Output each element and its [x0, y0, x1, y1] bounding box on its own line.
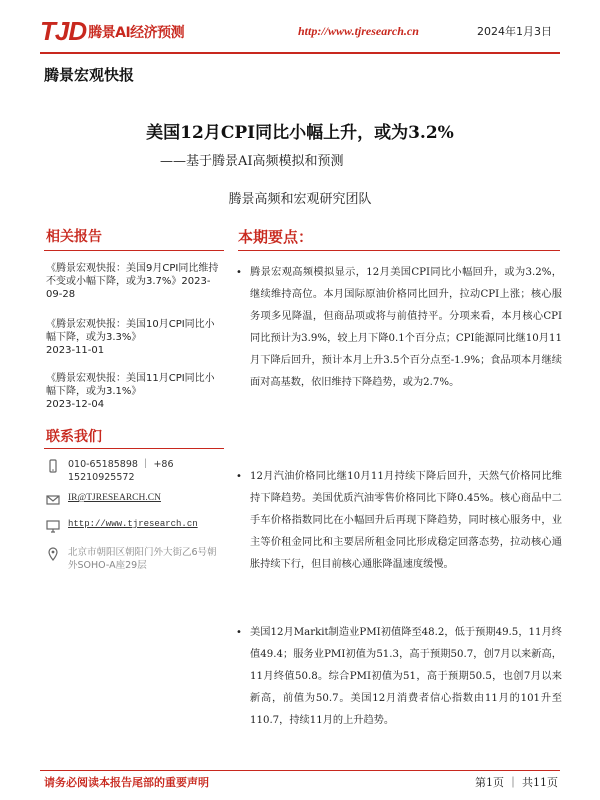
key-point-text: 腾景宏观高频模拟显示，12月美国CPI同比小幅回升，或为3.2%，继续维持高位。本月国际原油价格同比回升，拉动CPI上涨；核心服务项多见降温，但商品项或将与前值持平。分项来看，本月核心CPI同比预计为3.9%，较上月下降0.1个百分点；CPI能源同比继10月11月下降后回升，预计本月上升3.5个百分点至-1.9%；食品项本月继续面对高基数，依旧维持下降趋势，或为2.7%。 — [250, 267, 562, 388]
key-point-item — [236, 466, 562, 576]
key-point-text: 美国12月Markit制造业PMI初值降至48.2，低于预期49.5，11月终值49.4；服务业PMI初值为51.3，高于预期50.7，创7月以来新高，11月终值50.8。综合PMI初值为51，高于预期50.5，也创7月以来新高，前值为50.7。美国12月消费者信心指数由11月的101升至110.7，持续11月的上升趋势。 — [250, 627, 562, 726]
contact-website-row — [46, 518, 224, 533]
phone-icon — [46, 459, 60, 473]
key-point-text: 12月汽油价格同比继10月11月持续下降后回升，天然气价格同比维持下降趋势。美国优质汽油零售价格同比下降0.45%。核心商品中二手车价格指数同比在小幅回升后再现下降趋势，同时核心服务中，业主等价租金同比和主要居所租金同比形成稳定回落态势，拉动核心通胀持续下行，但目前核心通胀降温速度缓慢。 — [250, 471, 562, 570]
header-url-link[interactable]: http://www.tjresearch.cn — [298, 24, 419, 38]
contact-heading: 联系我们 — [46, 429, 102, 445]
contact-phone-row — [46, 458, 224, 484]
key-point-item — [236, 262, 562, 394]
logo-mark: TJD — [40, 16, 87, 46]
page-header — [40, 14, 560, 50]
related-report-item[interactable] — [46, 372, 224, 411]
contact-address-row — [46, 546, 224, 572]
related-reports-heading: 相关报告 — [46, 229, 102, 245]
related-report-date: 2023-12-04 — [46, 399, 105, 410]
key-points-divider — [238, 250, 560, 251]
disclaimer-link[interactable]: 请务必阅读本报告尾部的重要声明 — [44, 776, 209, 789]
related-report-date: 2023-11-01 — [46, 345, 105, 356]
report-title: 美国12月CPI同比小幅上升，或为3.2% — [146, 123, 454, 143]
contact-phone: 010-65185898 ｜ +86 15210925572 — [68, 459, 174, 483]
related-report-item[interactable] — [46, 262, 224, 301]
location-pin-icon — [46, 547, 60, 561]
contact-email-row — [46, 492, 224, 507]
related-divider — [44, 250, 224, 251]
related-report-title[interactable]: 《腾景宏观快报：美国11月CPI同比小幅下降，或为3.1%》 — [46, 373, 215, 397]
bullet-dot-icon: • — [236, 471, 242, 482]
monitor-icon — [46, 519, 60, 533]
report-subtitle: ——基于腾景AI高频模拟和预测 — [160, 154, 344, 169]
related-report-title[interactable]: 《腾景宏观快报：美国10月CPI同比小幅下降，或为3.3%》 — [46, 319, 215, 343]
header-divider — [40, 52, 560, 54]
related-report-item[interactable] — [46, 318, 224, 357]
page-number: 第1页 ｜ 共11页 — [475, 776, 558, 789]
key-point-item — [236, 622, 562, 732]
logo-text: 腾景AI经济预测 — [88, 24, 185, 41]
contact-email-link[interactable]: IR@TJRESEARCH.CN — [68, 493, 161, 503]
related-report-date: 2023-09-28 — [46, 276, 211, 300]
contact-divider — [44, 448, 224, 449]
author-team: 腾景高频和宏观研究团队 — [228, 192, 372, 207]
series-title: 腾景宏观快报 — [44, 66, 135, 84]
mail-icon — [46, 493, 60, 507]
contact-address: 北京市朝阳区朝阳门外大街乙6号朝外SOHO-A座29层 — [68, 547, 217, 571]
related-report-title[interactable]: 《腾景宏观快报：美国9月CPI同比维持不变或小幅下降，或为3.7%》 — [46, 263, 219, 287]
footer-divider — [40, 770, 560, 771]
logo — [40, 16, 184, 47]
key-points-heading: 本期要点： — [238, 228, 314, 246]
contact-website-link[interactable]: http://www.tjresearch.cn — [68, 519, 198, 529]
report-date: 2024年1月3日 — [477, 25, 552, 38]
bullet-dot-icon: • — [236, 627, 242, 638]
bullet-dot-icon: • — [236, 267, 242, 278]
